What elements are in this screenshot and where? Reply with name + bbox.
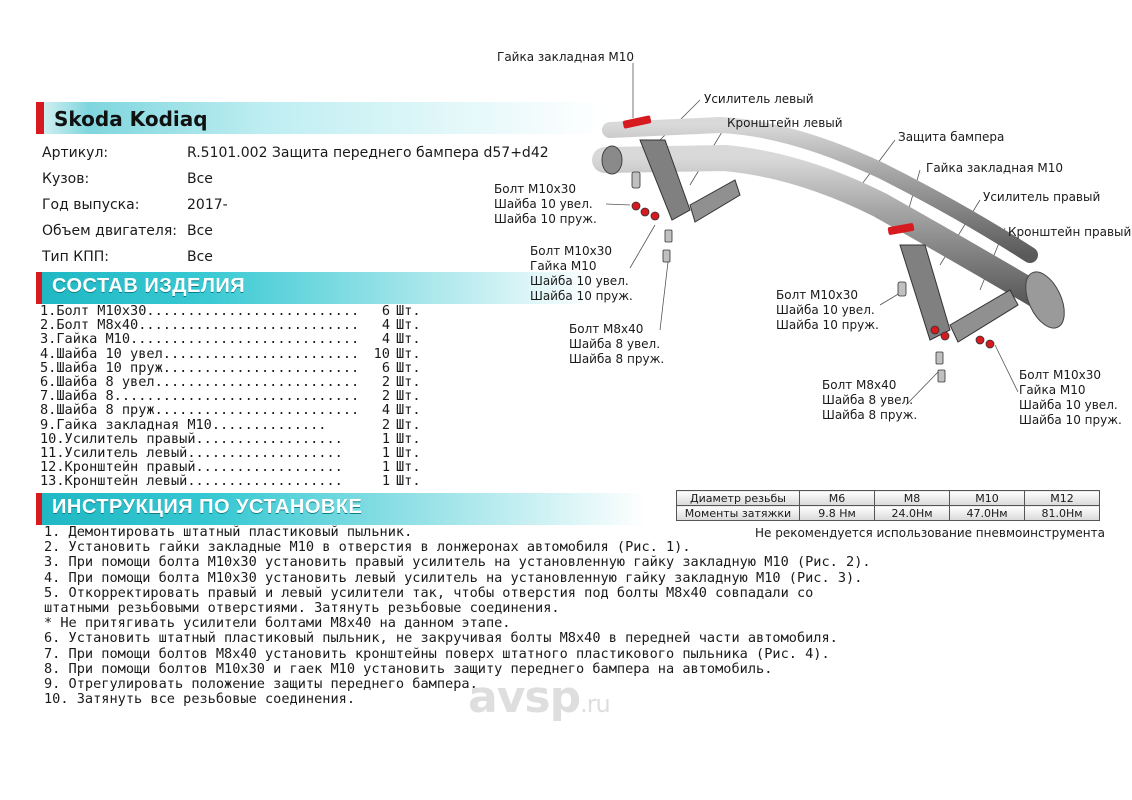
- watermark: [468, 672, 610, 723]
- part-unit: Шт.: [396, 459, 421, 476]
- label-line: Шайба 8 увел.: [822, 393, 914, 407]
- label-group-right-2: [822, 378, 917, 423]
- label-line: Болт М10х30: [776, 288, 859, 302]
- label-reinforcer-right: Усилитель правый: [983, 190, 1101, 204]
- instruction-step: 5. Откорректировать правый и левый усилители так, чтобы отверстия под болты М8х40 совпадали со: [44, 584, 814, 601]
- torque-size: М6: [800, 491, 875, 506]
- part-unit: Шт.: [396, 473, 421, 490]
- label-bracket-left: Кронштейн левый: [727, 116, 843, 130]
- label-line: Шайба 8 пруж.: [569, 352, 665, 366]
- instruction-step: 4. При помощи болта М10х30 установить левый усилитель на установленную гайку закладную М10 (Рис. 3).: [44, 569, 863, 586]
- part-qty: 2: [381, 388, 390, 405]
- page-title: Skoda Kodiaq: [54, 107, 208, 131]
- instruction-step: 2. Установить гайки закладные М10 в отверстия в лонжеронах автомобиля (Рис. 1).: [44, 539, 691, 556]
- part-name: 8.Шайба 8 пруж.........................: [40, 402, 360, 419]
- composition-heading: СОСТАВ ИЗДЕЛИЯ: [52, 275, 246, 297]
- part-name: 3.Гайка М10............................: [40, 331, 360, 348]
- instruction-step: 6. Установить штатный пластиковый пыльник, не закручивая болты М8х40 в передней части автомобиля.: [44, 630, 838, 647]
- part-name: 4.Шайба 10 увел........................: [40, 345, 360, 362]
- label-line: Болт М8х40: [569, 322, 644, 336]
- part-unit: Шт.: [396, 331, 421, 348]
- label-line: Шайба 10 пруж.: [776, 318, 879, 332]
- label-group-left-1: [494, 182, 597, 227]
- spec-label: Год выпуска:: [42, 197, 140, 213]
- part-qty: 4: [381, 331, 390, 348]
- torque-header-label: Диаметр резьбы: [677, 491, 800, 506]
- label-line: Шайба 10 пруж.: [494, 212, 597, 226]
- label-line: Болт М10х30: [530, 244, 613, 258]
- part-qty: 4: [381, 317, 390, 334]
- torque-row-label: Моменты затяжки: [677, 506, 800, 521]
- right-fasteners: [898, 282, 994, 382]
- label-bumper-guard: Защита бампера: [898, 130, 1005, 144]
- part-name: 11.Усилитель левый...................: [40, 444, 343, 461]
- instruction-note: * Не притягивать усилители болтами М8х40 на данном этапе.: [44, 615, 511, 632]
- part-name: 9.Гайка закладная М10..............: [40, 416, 327, 433]
- label-line: Гайка М10: [530, 259, 597, 273]
- label-line: Болт М10х30: [494, 182, 577, 196]
- label-line: Шайба 10 пруж.: [530, 289, 633, 303]
- label-line: Болт М10х30: [1019, 368, 1102, 382]
- spec-label: Тип КПП:: [42, 249, 109, 265]
- instruction-step: 7. При помощи болтов М8х40 установить кронштейны поверх штатного пластикового пыльника (Рис. 4).: [44, 645, 830, 662]
- part-qty: 6: [381, 303, 390, 319]
- part-name: 5.Шайба 10 пруж........................: [40, 359, 360, 376]
- part-unit: Шт.: [396, 388, 421, 405]
- spec-label: Объем двигателя:: [42, 223, 177, 239]
- spec-value: Все: [187, 223, 213, 239]
- instruction-step: 8. При помощи болтов М10х30 и гаек М10 установить защиту переднего бампера на автомобиль.: [44, 660, 773, 677]
- spec-label: Артикул:: [42, 145, 109, 161]
- torque-value: 47.0Нм: [950, 506, 1025, 521]
- label-line: Шайба 10 пруж.: [1019, 413, 1122, 427]
- part-name: 10.Усилитель правый..................: [40, 430, 343, 447]
- instruction-step: штатными резьбовыми отверстиями. Затянуть резьбовые соединения.: [44, 600, 560, 617]
- part-qty: 6: [381, 359, 390, 376]
- part-qty: 4: [381, 402, 390, 419]
- torque-size: М10: [950, 491, 1025, 506]
- torque-size: М8: [875, 491, 950, 506]
- part-unit: Шт.: [396, 416, 421, 433]
- part-unit: Шт.: [396, 444, 421, 461]
- instruction-step: 9. Отрегулировать положение защиты переднего бампера.: [44, 676, 478, 693]
- part-name: 12.Кронштейн правый..................: [40, 459, 343, 476]
- label-group-left-2: [530, 244, 633, 304]
- spec-value: R.5101.002 Защита переднего бампера d57+d42: [187, 145, 549, 161]
- watermark-main: avsp: [468, 672, 581, 723]
- label-line: Шайба 10 увел.: [1019, 398, 1118, 412]
- part-unit: Шт.: [396, 373, 421, 390]
- torque-value: 81.0Нм: [1025, 506, 1100, 521]
- part-unit: Шт.: [396, 402, 421, 419]
- tube-end-cap: [602, 146, 622, 174]
- right-reinforcer: [900, 245, 950, 340]
- part-qty: 1: [381, 444, 390, 461]
- label-group-right-3: [1019, 368, 1122, 428]
- instruction-step: 10. Затянуть все резьбовые соединения.: [44, 691, 355, 708]
- label-line: Шайба 8 пруж.: [822, 408, 918, 422]
- right-bracket: [950, 290, 1018, 342]
- part-unit: Шт.: [396, 317, 421, 334]
- instructions-heading: ИНСТРУКЦИЯ ПО УСТАНОВКЕ: [52, 496, 363, 518]
- part-name: 1.Болт М10х30..........................: [40, 303, 360, 319]
- label-line: Шайба 8 увел.: [569, 337, 661, 351]
- part-qty: 2: [381, 373, 390, 390]
- label-line: Шайба 10 увел.: [494, 197, 593, 211]
- label-group-left-3: [569, 322, 664, 367]
- spec-value: 2017-: [187, 197, 228, 213]
- part-name: 13.Кронштейн левый...................: [40, 473, 343, 490]
- spec-label: Кузов:: [42, 171, 90, 187]
- instruction-step: 1. Демонтировать штатный пластиковый пыльник.: [44, 524, 413, 540]
- torque-value: 9.8 Нм: [800, 506, 875, 521]
- label-nut-top: Гайка закладная М10: [497, 50, 635, 64]
- torque-size: М12: [1025, 491, 1100, 506]
- instruction-step: 3. При помощи болта М10х30 установить правый усилитель на установленную гайку закладную М10 (Рис. 2).: [44, 554, 871, 571]
- torque-note: Не рекомендуется использование пневмоинструмента: [755, 526, 1105, 540]
- part-unit: Шт.: [396, 345, 421, 362]
- part-name: 2.Болт М8х40...........................: [40, 317, 360, 334]
- label-line: Шайба 10 увел.: [776, 303, 875, 317]
- label-line: Шайба 10 увел.: [530, 274, 629, 288]
- part-unit: Шт.: [396, 359, 421, 376]
- part-unit: Шт.: [396, 303, 421, 319]
- label-bracket-right: Кронштейн правый: [1008, 225, 1132, 239]
- part-qty: 1: [381, 459, 390, 476]
- label-line: Болт М8х40: [822, 378, 897, 392]
- spec-value: Все: [187, 249, 213, 265]
- part-qty: 1: [381, 430, 390, 447]
- label-group-right-1: [776, 288, 879, 333]
- part-name: 7.Шайба 8..............................: [40, 388, 360, 405]
- spec-value: Все: [187, 171, 213, 187]
- label-nut-right: Гайка закладная М10: [926, 161, 1064, 175]
- torque-value: 24.0Нм: [875, 506, 950, 521]
- part-qty: 1: [381, 473, 390, 490]
- part-unit: Шт.: [396, 430, 421, 447]
- label-line: Гайка М10: [1019, 383, 1086, 397]
- label-reinforcer-left: Усилитель левый: [704, 92, 814, 106]
- part-qty: 10: [373, 345, 390, 362]
- left-bracket: [690, 180, 740, 222]
- watermark-suffix: .ru: [580, 690, 610, 718]
- part-qty: 2: [381, 416, 390, 433]
- part-name: 6.Шайба 8 увел.........................: [40, 373, 360, 390]
